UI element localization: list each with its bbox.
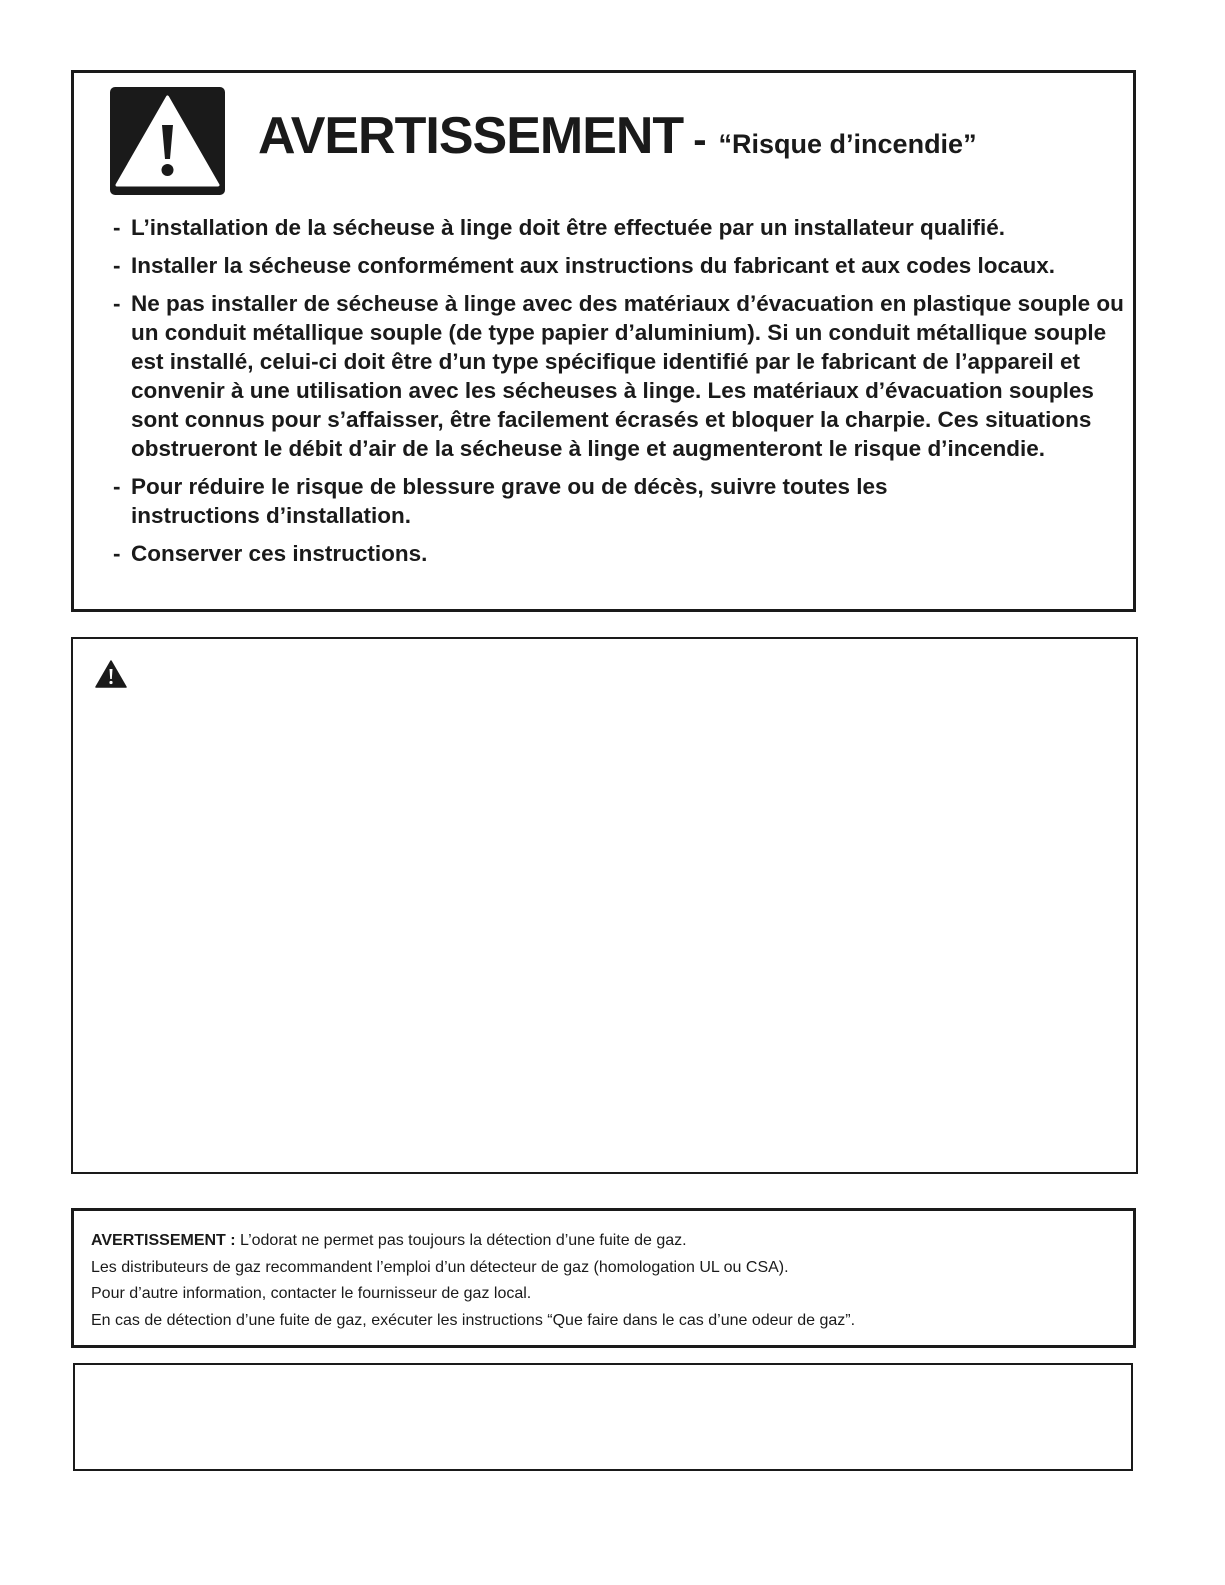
list-item: - L’installation de la sécheuse à linge doit être effectuée par un installateur qualifié.: [113, 215, 1005, 240]
list-item: - Ne pas installer de sécheuse à linge avec des matériaux d’évacuation en plastique souple ou un conduit métallique souple (de type papier d’aluminium). Si un conduit métallique souple est installé, celui-ci doit être d’un type spécifique identifié par le fabricant de l’appareil et convenir à une utilisation avec les sécheuses à linge. Les matériaux d’évacuation souples sont connus pour s’affaisser, être facilement écrasés et bloquer la charpie. Ces situations obstrueront le débit d’air de la sécheuse à linge et augmenteront le risque d’incendie.: [113, 291, 1124, 461]
empty-box: [73, 1363, 1133, 1471]
title-separator: -: [693, 118, 707, 162]
list-item: - Pour réduire le risque de blessure grave ou de décès, suivre toutes les instructions d’installation.: [113, 474, 888, 528]
warning-headline: [258, 106, 977, 166]
warning-list: [113, 213, 1133, 577]
gas-notice-label: AVERTISSEMENT :: [91, 1232, 236, 1249]
warning-subtitle: “Risque d’incendie”: [718, 129, 977, 159]
warning-title: AVERTISSEMENT: [258, 107, 684, 165]
gas-line-3: Pour d’autre information, contacter le fournisseur de gaz local.: [91, 1285, 532, 1302]
warning-triangle-icon: [110, 87, 225, 195]
safety-box: [71, 637, 1138, 1174]
list-item: - Conserver ces instructions.: [113, 541, 428, 566]
gas-notice-text: [91, 1228, 1121, 1334]
list-item: - Installer la sécheuse conformément aux instructions du fabricant et aux codes locaux.: [113, 253, 1056, 278]
gas-line-1: AVERTISSEMENT : L’odorat ne permet pas toujours la détection d’une fuite de gaz.: [91, 1232, 687, 1249]
small-warning-triangle-icon: [95, 660, 127, 688]
gas-line-4: En cas de détection d’une fuite de gaz, exécuter les instructions “Que faire dans le cas d’une odeur de gaz”.: [91, 1311, 856, 1329]
gas-line-2: Les distributeurs de gaz recommandent l’emploi d’un détecteur de gaz (homologation UL ou CSA).: [91, 1258, 789, 1276]
